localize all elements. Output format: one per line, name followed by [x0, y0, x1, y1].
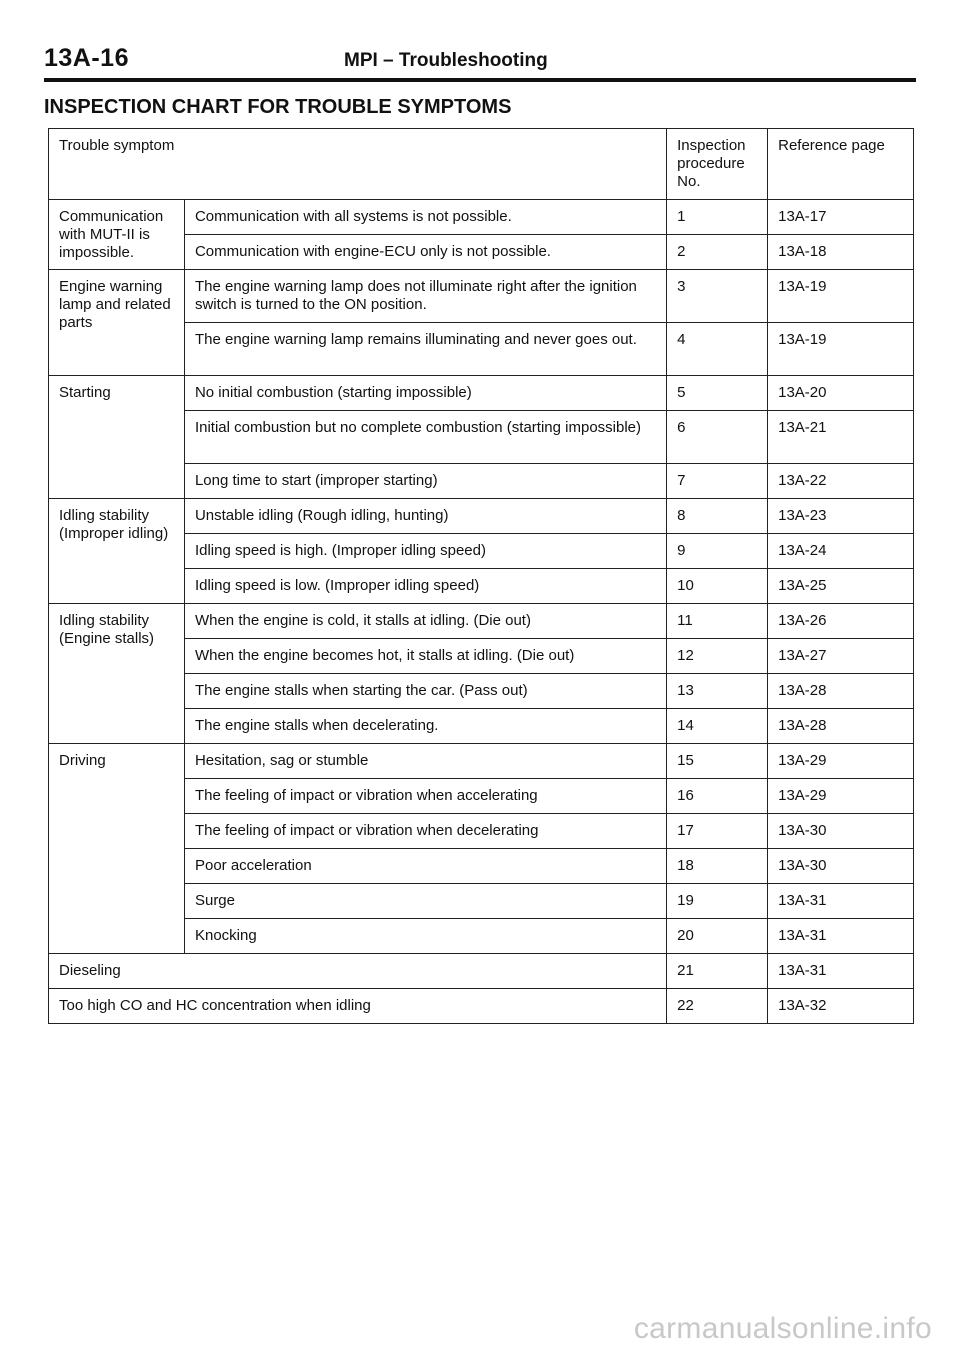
symptom-group: Engine warning lamp and related parts	[49, 270, 185, 376]
symptom-group: Dieseling	[49, 954, 667, 989]
procedure-cell: 12	[667, 639, 768, 674]
procedure-cell: 3	[667, 270, 768, 323]
symptom-cell: When the engine becomes hot, it stalls at idling. (Die out)	[184, 639, 666, 674]
table-row	[49, 200, 914, 235]
symptom-cell: Long time to start (improper starting)	[184, 464, 666, 499]
page-header	[44, 44, 916, 82]
procedure-cell: 15	[667, 744, 768, 779]
procedure-cell: 2	[667, 235, 768, 270]
procedure-cell: 13	[667, 674, 768, 709]
symptom-cell: Hesitation, sag or stumble	[184, 744, 666, 779]
reference-cell: 13A-17	[768, 200, 914, 235]
symptom-cell: The feeling of impact or vibration when accelerating	[184, 779, 666, 814]
header-trouble-symptom: Trouble symptom	[49, 129, 667, 200]
procedure-cell: 14	[667, 709, 768, 744]
procedure-cell: 19	[667, 884, 768, 919]
procedure-cell: 6	[667, 411, 768, 464]
procedure-cell: 16	[667, 779, 768, 814]
section-title: MPI – Troubleshooting	[344, 50, 548, 71]
reference-cell: 13A-28	[768, 709, 914, 744]
procedure-cell: 10	[667, 569, 768, 604]
reference-cell: 13A-23	[768, 499, 914, 534]
reference-cell: 13A-25	[768, 569, 914, 604]
reference-cell: 13A-29	[768, 744, 914, 779]
table-row	[49, 744, 914, 779]
symptom-cell: Surge	[184, 884, 666, 919]
reference-cell: 13A-18	[768, 235, 914, 270]
reference-cell: 13A-29	[768, 779, 914, 814]
procedure-cell: 5	[667, 376, 768, 411]
symptom-group: Idling stability (Engine stalls)	[49, 604, 185, 744]
header-reference-page: Reference page	[768, 129, 914, 200]
symptom-cell: Communication with engine-ECU only is not possible.	[184, 235, 666, 270]
symptom-cell: The feeling of impact or vibration when decelerating	[184, 814, 666, 849]
reference-cell: 13A-22	[768, 464, 914, 499]
table-row	[49, 989, 914, 1024]
page-number: 13A-16	[44, 44, 129, 72]
table-row	[49, 604, 914, 639]
inspection-chart-table	[48, 128, 914, 1024]
symptom-cell: Poor acceleration	[184, 849, 666, 884]
reference-cell: 13A-20	[768, 376, 914, 411]
symptom-group: Idling stability (Improper idling)	[49, 499, 185, 604]
procedure-cell: 22	[667, 989, 768, 1024]
reference-cell: 13A-27	[768, 639, 914, 674]
symptom-group: Starting	[49, 376, 185, 499]
reference-cell: 13A-30	[768, 814, 914, 849]
table-row	[49, 270, 914, 323]
reference-cell: 13A-28	[768, 674, 914, 709]
reference-cell: 13A-24	[768, 534, 914, 569]
procedure-cell: 20	[667, 919, 768, 954]
reference-cell: 13A-21	[768, 411, 914, 464]
procedure-cell: 7	[667, 464, 768, 499]
symptom-group: Driving	[49, 744, 185, 954]
symptom-group: Communication with MUT-II is impossible.	[49, 200, 185, 270]
symptom-cell: When the engine is cold, it stalls at idling. (Die out)	[184, 604, 666, 639]
symptom-cell: The engine stalls when starting the car. (Pass out)	[184, 674, 666, 709]
procedure-cell: 17	[667, 814, 768, 849]
reference-cell: 13A-19	[768, 270, 914, 323]
procedure-cell: 18	[667, 849, 768, 884]
procedure-cell: 11	[667, 604, 768, 639]
reference-cell: 13A-30	[768, 849, 914, 884]
reference-cell: 13A-31	[768, 884, 914, 919]
symptom-group: Too high CO and HC concentration when idling	[49, 989, 667, 1024]
header-inspection-procedure: Inspection procedure No.	[667, 129, 768, 200]
reference-cell: 13A-31	[768, 919, 914, 954]
chart-title: INSPECTION CHART FOR TROUBLE SYMPTOMS	[44, 96, 512, 118]
reference-cell: 13A-19	[768, 323, 914, 376]
reference-cell: 13A-26	[768, 604, 914, 639]
symptom-cell: Idling speed is low. (Improper idling speed)	[184, 569, 666, 604]
symptom-cell: Communication with all systems is not possible.	[184, 200, 666, 235]
symptom-cell: The engine stalls when decelerating.	[184, 709, 666, 744]
symptom-cell: The engine warning lamp remains illuminating and never goes out.	[184, 323, 666, 376]
symptom-cell: The engine warning lamp does not illuminate right after the ignition switch is turned to the ON position.	[184, 270, 666, 323]
symptom-cell: No initial combustion (starting impossible)	[184, 376, 666, 411]
table-row	[49, 376, 914, 411]
table-row	[49, 499, 914, 534]
procedure-cell: 1	[667, 200, 768, 235]
symptom-cell: Unstable idling (Rough idling, hunting)	[184, 499, 666, 534]
reference-cell: 13A-31	[768, 954, 914, 989]
table-row	[49, 954, 914, 989]
procedure-cell: 21	[667, 954, 768, 989]
symptom-cell: Idling speed is high. (Improper idling speed)	[184, 534, 666, 569]
procedure-cell: 9	[667, 534, 768, 569]
procedure-cell: 8	[667, 499, 768, 534]
reference-cell: 13A-32	[768, 989, 914, 1024]
symptom-cell: Knocking	[184, 919, 666, 954]
watermark-text: carmanualsonline.info	[633, 1312, 932, 1345]
procedure-cell: 4	[667, 323, 768, 376]
symptom-cell: Initial combustion but no complete combustion (starting impossible)	[184, 411, 666, 464]
table-header-row	[49, 129, 914, 200]
